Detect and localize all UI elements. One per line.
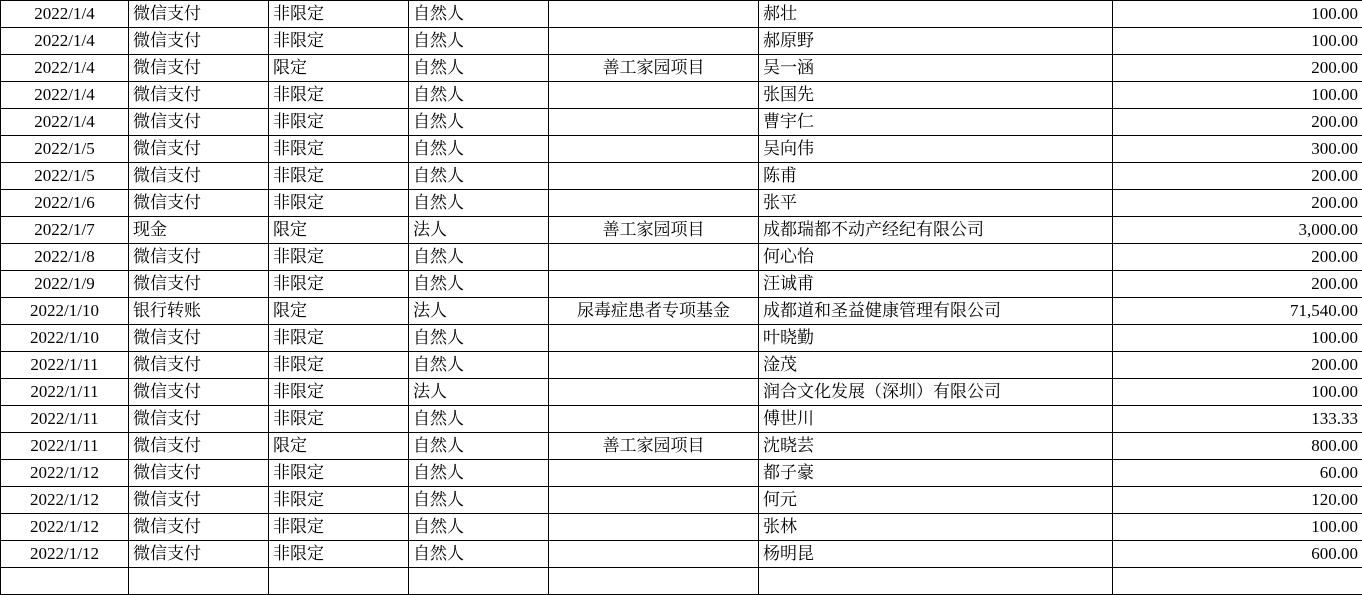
cell-payment-method[interactable]: 微信支付 xyxy=(129,1,269,28)
cell-project[interactable]: 善工家园项目 xyxy=(549,433,759,460)
cell-restriction[interactable]: 非限定 xyxy=(269,28,409,55)
cell-amount[interactable]: 200.00 xyxy=(1113,109,1362,136)
cell-payment-method[interactable]: 微信支付 xyxy=(129,379,269,406)
cell-amount[interactable]: 100.00 xyxy=(1113,379,1362,406)
cell-date[interactable]: 2022/1/12 xyxy=(1,514,129,541)
table-row[interactable] xyxy=(1,568,1362,595)
cell-payment-method[interactable]: 微信支付 xyxy=(129,55,269,82)
cell-donor-type[interactable]: 自然人 xyxy=(409,136,549,163)
cell-donor-type[interactable]: 自然人 xyxy=(409,541,549,568)
cell-project[interactable] xyxy=(549,325,759,352)
table-row[interactable] xyxy=(1,460,1362,487)
cell-restriction[interactable]: 限定 xyxy=(269,217,409,244)
cell-donor-name[interactable]: 沈晓芸 xyxy=(759,433,1113,460)
cell-donor-type[interactable]: 自然人 xyxy=(409,487,549,514)
cell-payment-method[interactable]: 微信支付 xyxy=(129,541,269,568)
cell-payment-method[interactable]: 微信支付 xyxy=(129,460,269,487)
cell-amount[interactable]: 600.00 xyxy=(1113,541,1362,568)
cell-project[interactable] xyxy=(549,28,759,55)
cell-project[interactable] xyxy=(549,352,759,379)
cell-amount[interactable]: 200.00 xyxy=(1113,190,1362,217)
cell-amount[interactable]: 133.33 xyxy=(1113,406,1362,433)
cell-donor-type[interactable]: 自然人 xyxy=(409,352,549,379)
table-row[interactable] xyxy=(1,298,1362,325)
cell-payment-method[interactable]: 微信支付 xyxy=(129,487,269,514)
cell-date[interactable]: 2022/1/8 xyxy=(1,244,129,271)
cell-date[interactable]: 2022/1/4 xyxy=(1,1,129,28)
cell-donor-name[interactable]: 叶晓勤 xyxy=(759,325,1113,352)
cell-restriction[interactable]: 非限定 xyxy=(269,136,409,163)
cell-amount[interactable] xyxy=(1113,568,1362,595)
cell-date[interactable]: 2022/1/4 xyxy=(1,55,129,82)
cell-payment-method[interactable]: 微信支付 xyxy=(129,109,269,136)
cell-project[interactable] xyxy=(549,541,759,568)
cell-date[interactable]: 2022/1/12 xyxy=(1,460,129,487)
cell-donor-type[interactable]: 自然人 xyxy=(409,460,549,487)
cell-date[interactable]: 2022/1/10 xyxy=(1,298,129,325)
cell-date[interactable]: 2022/1/11 xyxy=(1,406,129,433)
cell-date[interactable]: 2022/1/12 xyxy=(1,541,129,568)
cell-amount[interactable]: 60.00 xyxy=(1113,460,1362,487)
table-row[interactable] xyxy=(1,136,1362,163)
cell-project[interactable] xyxy=(549,568,759,595)
cell-donor-name[interactable]: 张平 xyxy=(759,190,1113,217)
table-row[interactable] xyxy=(1,82,1362,109)
cell-payment-method[interactable]: 微信支付 xyxy=(129,136,269,163)
cell-amount[interactable]: 100.00 xyxy=(1113,325,1362,352)
cell-project[interactable] xyxy=(549,163,759,190)
cell-date[interactable]: 2022/1/6 xyxy=(1,190,129,217)
cell-donor-name[interactable]: 吴一涵 xyxy=(759,55,1113,82)
cell-donor-type[interactable]: 自然人 xyxy=(409,1,549,28)
table-row[interactable] xyxy=(1,190,1362,217)
cell-donor-name[interactable]: 曹宇仁 xyxy=(759,109,1113,136)
cell-restriction[interactable]: 非限定 xyxy=(269,325,409,352)
cell-donor-type[interactable]: 自然人 xyxy=(409,433,549,460)
cell-date[interactable]: 2022/1/11 xyxy=(1,352,129,379)
cell-project[interactable] xyxy=(549,406,759,433)
table-row[interactable] xyxy=(1,487,1362,514)
cell-date[interactable]: 2022/1/7 xyxy=(1,217,129,244)
table-row[interactable] xyxy=(1,28,1362,55)
cell-donor-name[interactable]: 都子豪 xyxy=(759,460,1113,487)
cell-date[interactable]: 2022/1/5 xyxy=(1,136,129,163)
cell-restriction[interactable]: 非限定 xyxy=(269,190,409,217)
cell-project[interactable] xyxy=(549,109,759,136)
cell-restriction[interactable] xyxy=(269,568,409,595)
cell-payment-method[interactable]: 微信支付 xyxy=(129,28,269,55)
cell-donor-type[interactable]: 自然人 xyxy=(409,271,549,298)
cell-donor-type[interactable]: 自然人 xyxy=(409,55,549,82)
cell-donor-name[interactable]: 何心怡 xyxy=(759,244,1113,271)
cell-amount[interactable]: 800.00 xyxy=(1113,433,1362,460)
cell-payment-method[interactable]: 微信支付 xyxy=(129,325,269,352)
cell-restriction[interactable]: 非限定 xyxy=(269,514,409,541)
cell-payment-method[interactable]: 微信支付 xyxy=(129,82,269,109)
cell-date[interactable]: 2022/1/5 xyxy=(1,163,129,190)
cell-amount[interactable]: 200.00 xyxy=(1113,163,1362,190)
cell-amount[interactable]: 100.00 xyxy=(1113,82,1362,109)
cell-payment-method[interactable]: 现金 xyxy=(129,217,269,244)
cell-donor-name[interactable]: 成都瑞都不动产经纪有限公司 xyxy=(759,217,1113,244)
cell-donor-type[interactable]: 自然人 xyxy=(409,190,549,217)
cell-restriction[interactable]: 限定 xyxy=(269,298,409,325)
cell-date[interactable]: 2022/1/11 xyxy=(1,379,129,406)
cell-restriction[interactable]: 非限定 xyxy=(269,163,409,190)
cell-payment-method[interactable] xyxy=(129,568,269,595)
cell-restriction[interactable]: 非限定 xyxy=(269,541,409,568)
cell-amount[interactable]: 100.00 xyxy=(1113,28,1362,55)
cell-donor-type[interactable]: 自然人 xyxy=(409,325,549,352)
cell-donor-name[interactable]: 淦茂 xyxy=(759,352,1113,379)
table-row[interactable] xyxy=(1,55,1362,82)
cell-donor-type[interactable]: 法人 xyxy=(409,298,549,325)
table-row[interactable] xyxy=(1,406,1362,433)
table-row[interactable] xyxy=(1,541,1362,568)
table-row[interactable] xyxy=(1,271,1362,298)
cell-restriction[interactable]: 非限定 xyxy=(269,82,409,109)
cell-project[interactable] xyxy=(549,271,759,298)
cell-payment-method[interactable]: 微信支付 xyxy=(129,271,269,298)
cell-donor-type[interactable]: 自然人 xyxy=(409,406,549,433)
cell-project[interactable] xyxy=(549,244,759,271)
table-row[interactable] xyxy=(1,514,1362,541)
cell-amount[interactable]: 200.00 xyxy=(1113,55,1362,82)
cell-date[interactable]: 2022/1/4 xyxy=(1,82,129,109)
cell-project[interactable] xyxy=(549,379,759,406)
cell-date[interactable]: 2022/1/10 xyxy=(1,325,129,352)
cell-project[interactable] xyxy=(549,82,759,109)
cell-restriction[interactable]: 非限定 xyxy=(269,244,409,271)
cell-restriction[interactable]: 非限定 xyxy=(269,271,409,298)
cell-amount[interactable]: 3,000.00 xyxy=(1113,217,1362,244)
table-row[interactable] xyxy=(1,1,1362,28)
cell-project[interactable] xyxy=(549,136,759,163)
table-row[interactable] xyxy=(1,244,1362,271)
cell-amount[interactable]: 200.00 xyxy=(1113,352,1362,379)
cell-restriction[interactable]: 非限定 xyxy=(269,460,409,487)
cell-amount[interactable]: 100.00 xyxy=(1113,1,1362,28)
table-row[interactable] xyxy=(1,163,1362,190)
cell-restriction[interactable]: 非限定 xyxy=(269,109,409,136)
cell-donor-type[interactable]: 自然人 xyxy=(409,514,549,541)
table-row[interactable] xyxy=(1,109,1362,136)
cell-donor-name[interactable] xyxy=(759,568,1113,595)
cell-date[interactable]: 2022/1/11 xyxy=(1,433,129,460)
cell-amount[interactable]: 100.00 xyxy=(1113,514,1362,541)
cell-donor-type[interactable]: 法人 xyxy=(409,379,549,406)
cell-restriction[interactable]: 非限定 xyxy=(269,406,409,433)
cell-payment-method[interactable]: 微信支付 xyxy=(129,163,269,190)
cell-project[interactable] xyxy=(549,460,759,487)
cell-donor-type[interactable]: 法人 xyxy=(409,217,549,244)
table-row[interactable] xyxy=(1,217,1362,244)
cell-project[interactable]: 善工家园项目 xyxy=(549,55,759,82)
cell-project[interactable]: 善工家园项目 xyxy=(549,217,759,244)
cell-restriction[interactable]: 限定 xyxy=(269,55,409,82)
cell-payment-method[interactable]: 微信支付 xyxy=(129,514,269,541)
cell-amount[interactable]: 120.00 xyxy=(1113,487,1362,514)
cell-donor-name[interactable]: 张国先 xyxy=(759,82,1113,109)
table-row[interactable] xyxy=(1,325,1362,352)
cell-donor-name[interactable]: 张林 xyxy=(759,514,1113,541)
cell-project[interactable] xyxy=(549,190,759,217)
cell-donor-type[interactable] xyxy=(409,568,549,595)
cell-date[interactable] xyxy=(1,568,129,595)
cell-date[interactable]: 2022/1/9 xyxy=(1,271,129,298)
cell-project[interactable] xyxy=(549,514,759,541)
cell-date[interactable]: 2022/1/4 xyxy=(1,109,129,136)
cell-payment-method[interactable]: 微信支付 xyxy=(129,352,269,379)
cell-restriction[interactable]: 非限定 xyxy=(269,1,409,28)
cell-payment-method[interactable]: 银行转账 xyxy=(129,298,269,325)
cell-restriction[interactable]: 非限定 xyxy=(269,487,409,514)
cell-donor-type[interactable]: 自然人 xyxy=(409,244,549,271)
cell-donor-type[interactable]: 自然人 xyxy=(409,163,549,190)
cell-amount[interactable]: 200.00 xyxy=(1113,244,1362,271)
cell-payment-method[interactable]: 微信支付 xyxy=(129,244,269,271)
cell-payment-method[interactable]: 微信支付 xyxy=(129,433,269,460)
table-row[interactable] xyxy=(1,352,1362,379)
cell-restriction[interactable]: 限定 xyxy=(269,433,409,460)
cell-donor-type[interactable]: 自然人 xyxy=(409,28,549,55)
cell-donor-name[interactable]: 何元 xyxy=(759,487,1113,514)
table-row[interactable] xyxy=(1,379,1362,406)
cell-amount[interactable]: 71,540.00 xyxy=(1113,298,1362,325)
cell-donor-type[interactable]: 自然人 xyxy=(409,82,549,109)
cell-donor-name[interactable]: 郝壮 xyxy=(759,1,1113,28)
cell-amount[interactable]: 200.00 xyxy=(1113,271,1362,298)
cell-amount[interactable]: 300.00 xyxy=(1113,136,1362,163)
cell-donor-type[interactable]: 自然人 xyxy=(409,109,549,136)
cell-restriction[interactable]: 非限定 xyxy=(269,379,409,406)
cell-donor-name[interactable]: 杨明昆 xyxy=(759,541,1113,568)
cell-donor-name[interactable]: 吴向伟 xyxy=(759,136,1113,163)
cell-project[interactable] xyxy=(549,487,759,514)
cell-payment-method[interactable]: 微信支付 xyxy=(129,406,269,433)
cell-donor-name[interactable]: 成都道和圣益健康管理有限公司 xyxy=(759,298,1113,325)
cell-payment-method[interactable]: 微信支付 xyxy=(129,190,269,217)
cell-donor-name[interactable]: 郝原野 xyxy=(759,28,1113,55)
table-row[interactable] xyxy=(1,433,1362,460)
cell-project[interactable]: 尿毒症患者专项基金 xyxy=(549,298,759,325)
cell-donor-name[interactable]: 汪诚甫 xyxy=(759,271,1113,298)
cell-donor-name[interactable]: 润合文化发展（深圳）有限公司 xyxy=(759,379,1113,406)
cell-date[interactable]: 2022/1/12 xyxy=(1,487,129,514)
cell-restriction[interactable]: 非限定 xyxy=(269,352,409,379)
cell-project[interactable] xyxy=(549,1,759,28)
cell-donor-name[interactable]: 傅世川 xyxy=(759,406,1113,433)
cell-donor-name[interactable]: 陈甫 xyxy=(759,163,1113,190)
cell-date[interactable]: 2022/1/4 xyxy=(1,28,129,55)
